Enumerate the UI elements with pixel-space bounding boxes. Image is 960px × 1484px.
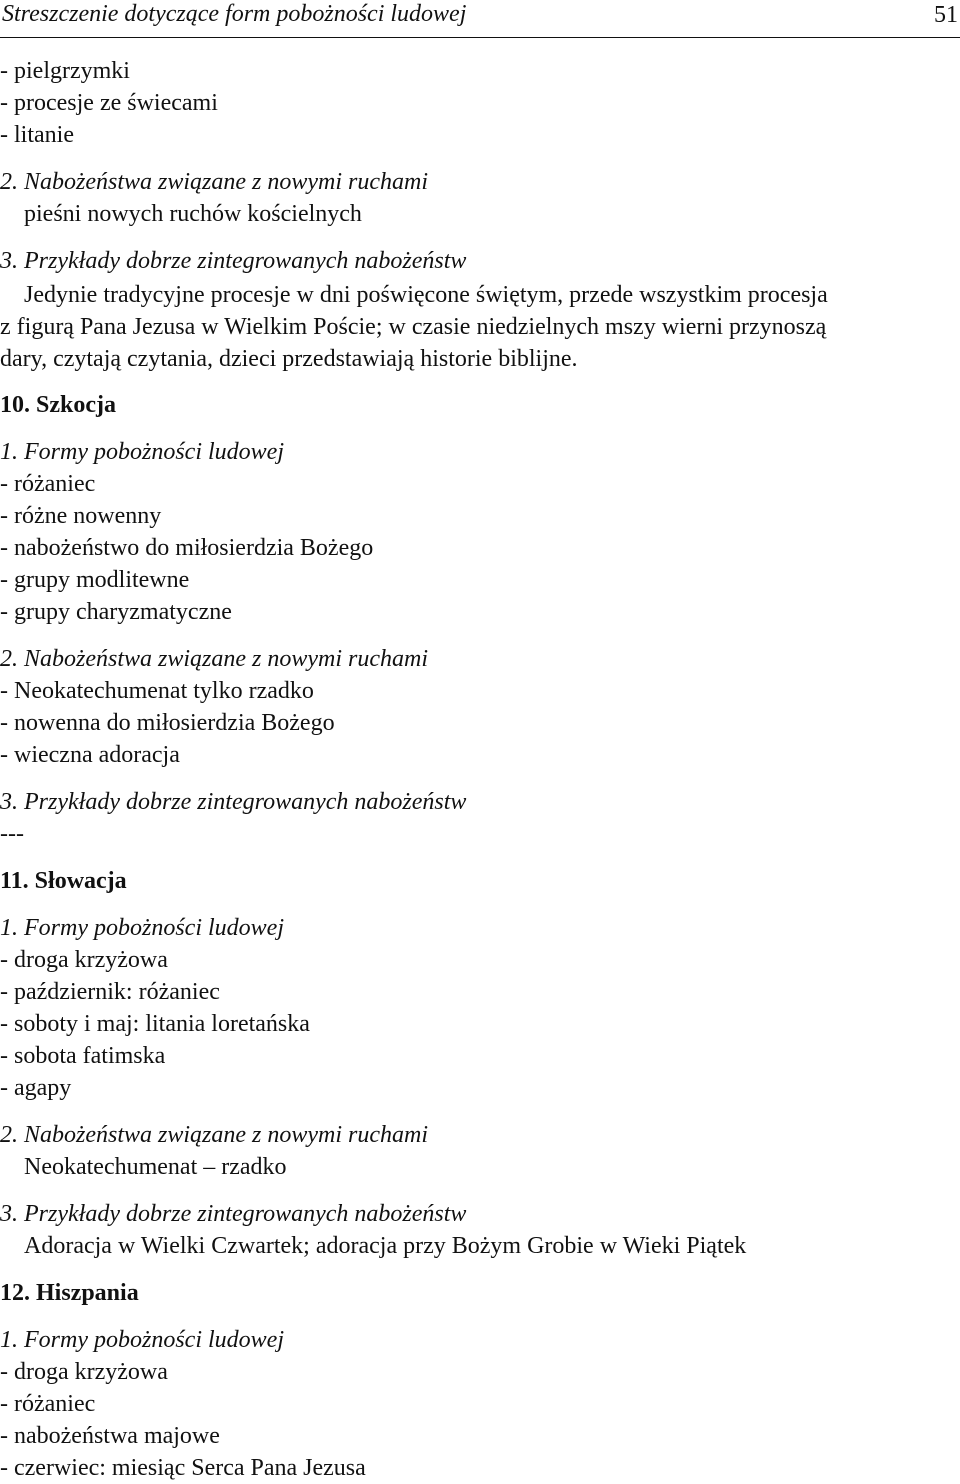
list-item: - październik: różaniec [0, 979, 220, 1005]
list-item: - różne nowenny [0, 503, 162, 529]
subsection-heading: 1. Formy pobożności ludowej [0, 439, 284, 465]
subsection-heading: 2. Nabożeństwa związane z nowymi ruchami [0, 1122, 429, 1148]
list-item: - nowenna do miłosierdzia Bożego [0, 710, 335, 736]
list-item: - soboty i maj: litania loretańska [0, 1011, 310, 1037]
list-item: - grupy charyzmatyczne [0, 599, 232, 625]
subsection-heading: 1. Formy pobożności ludowej [0, 1327, 284, 1353]
paragraph-line: Neokatechumenat – rzadko [24, 1154, 287, 1180]
list-item: - sobota fatimska [0, 1043, 166, 1069]
paragraph-line: --- [0, 821, 24, 847]
section-heading: 11. Słowacja [0, 868, 127, 894]
paragraph-line: dary, czytają czytania, dzieci przedstawiają historie biblijne. [0, 346, 578, 372]
page-number: 51 [934, 2, 958, 28]
list-item: - droga krzyżowa [0, 1359, 168, 1385]
page-header [0, 0, 960, 38]
subsection-heading: 1. Formy pobożności ludowej [0, 915, 284, 941]
list-item: - nabożeństwo do miłosierdzia Bożego [0, 535, 374, 561]
subsection-heading: 2. Nabożeństwa związane z nowymi ruchami [0, 169, 429, 195]
list-item: - pielgrzymki [0, 58, 130, 84]
paragraph-line: pieśni nowych ruchów kościelnych [24, 201, 362, 227]
subsection-heading: 3. Przykłady dobrze zintegrowanych nabożeństw [0, 1201, 467, 1227]
section-heading: 10. Szkocja [0, 392, 116, 418]
paragraph-line: z figurą Pana Jezusa w Wielkim Poście; w czasie niedzielnych mszy wierni przynoszą [0, 314, 827, 340]
list-item: - procesje ze świecami [0, 90, 218, 116]
list-item: - wieczna adoracja [0, 742, 180, 768]
list-item: - Neokatechumenat tylko rzadko [0, 678, 314, 704]
section-heading: 12. Hiszpania [0, 1280, 139, 1306]
list-item: - grupy modlitewne [0, 567, 190, 593]
subsection-heading: 3. Przykłady dobrze zintegrowanych nabożeństw [0, 789, 467, 815]
paragraph-line: Jedynie tradycyjne procesje w dni poświęcone świętym, przede wszystkim procesja [24, 282, 828, 308]
subsection-heading: 2. Nabożeństwa związane z nowymi ruchami [0, 646, 429, 672]
list-item: - agapy [0, 1075, 72, 1101]
paragraph-line: Adoracja w Wielki Czwartek; adoracja przy Bożym Grobie w Wieki Piątek [24, 1233, 747, 1259]
list-item: - różaniec [0, 1391, 96, 1417]
subsection-heading: 3. Przykłady dobrze zintegrowanych nabożeństw [0, 248, 467, 274]
list-item: - droga krzyżowa [0, 947, 168, 973]
list-item: - nabożeństwa majowe [0, 1423, 220, 1449]
list-item: - czerwiec: miesiąc Serca Pana Jezusa [0, 1455, 366, 1481]
running-title: Streszczenie dotyczące form pobożności ludowej [2, 1, 467, 27]
list-item: - różaniec [0, 471, 96, 497]
list-item: - litanie [0, 122, 74, 148]
